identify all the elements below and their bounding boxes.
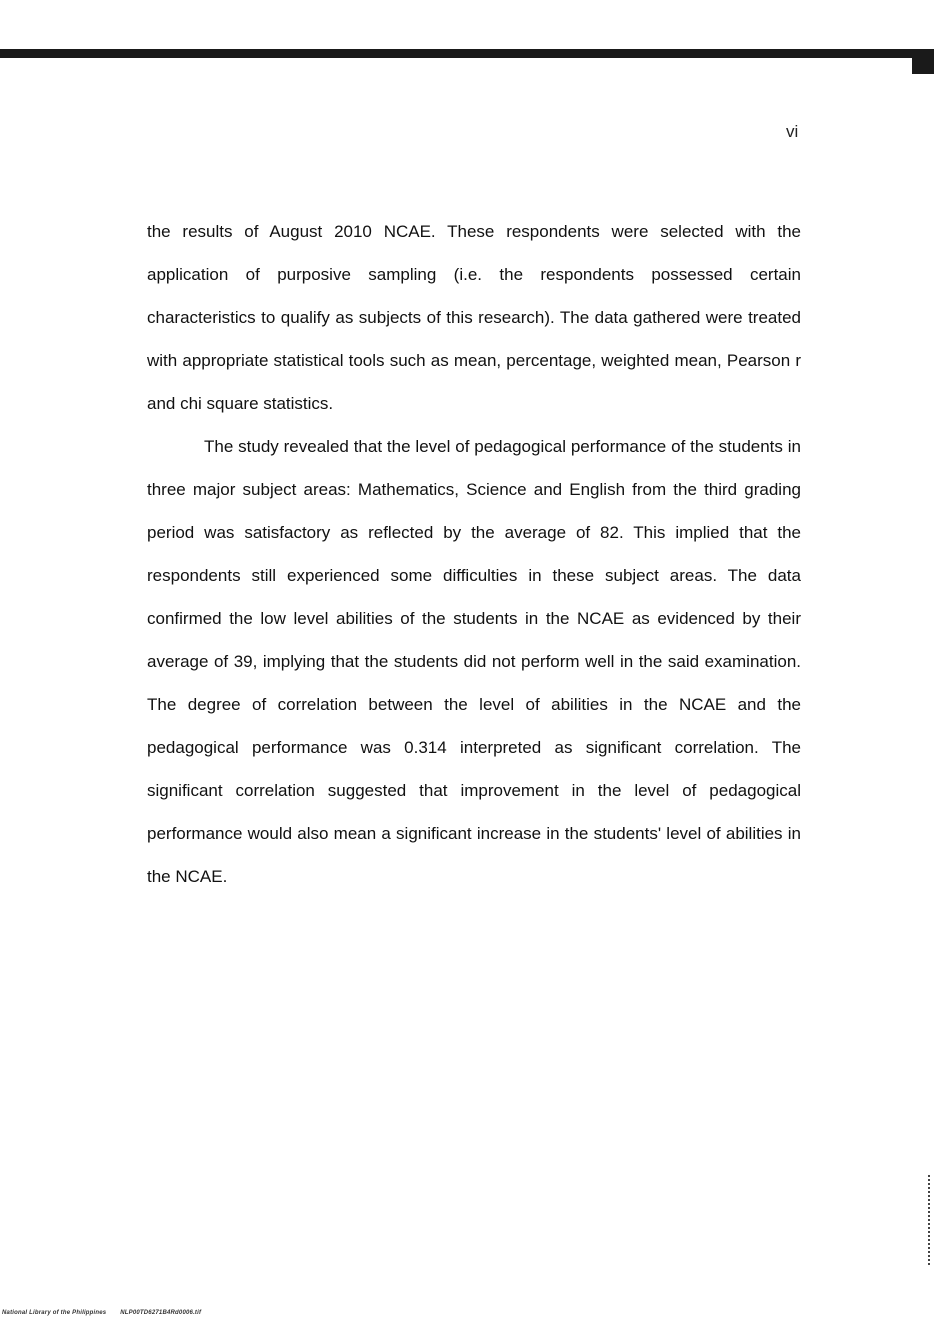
scan-top-rule bbox=[0, 49, 934, 58]
scan-edge-artifact bbox=[928, 1175, 933, 1265]
scan-corner-mark bbox=[912, 56, 934, 74]
body-text bbox=[147, 210, 801, 898]
footer-library: National Library of the Philippines bbox=[2, 1310, 107, 1316]
page-number: vi bbox=[786, 122, 799, 141]
scan-footer bbox=[2, 1310, 213, 1316]
paragraph-2: The study revealed that the level of pedagogical performance of the students in three major subject areas: Mathematics, Science and English from the third grading period was satisfactory as reflected by the average of 82. This implied that the respondents still experienced some difficulties in these subject areas. The data confirmed the low level abilities of the students in the NCAE as evidenced by their average of 39, implying that the students did not perform well in the said examination. The degree of correlation between the level of abilities in the NCAE and the pedagogical performance was 0.314 interpreted as significant correlation. The significant correlation suggested that improvement in the level of pedagogical performance would also mean a significant increase in the students' level of abilities in the NCAE. bbox=[147, 437, 801, 886]
footer-file-id: NLP00TD6271B4Rd0006.tif bbox=[120, 1310, 202, 1316]
paragraph-1: the results of August 2010 NCAE. These respondents were selected with the application of purposive sampling (i.e. the respondents possessed certain characteristics to qualify as subjects of this research). The data gathered were treated with appropriate statistical tools such as mean, percentage, weighted mean, Pearson r and chi square statistics. bbox=[147, 222, 801, 413]
